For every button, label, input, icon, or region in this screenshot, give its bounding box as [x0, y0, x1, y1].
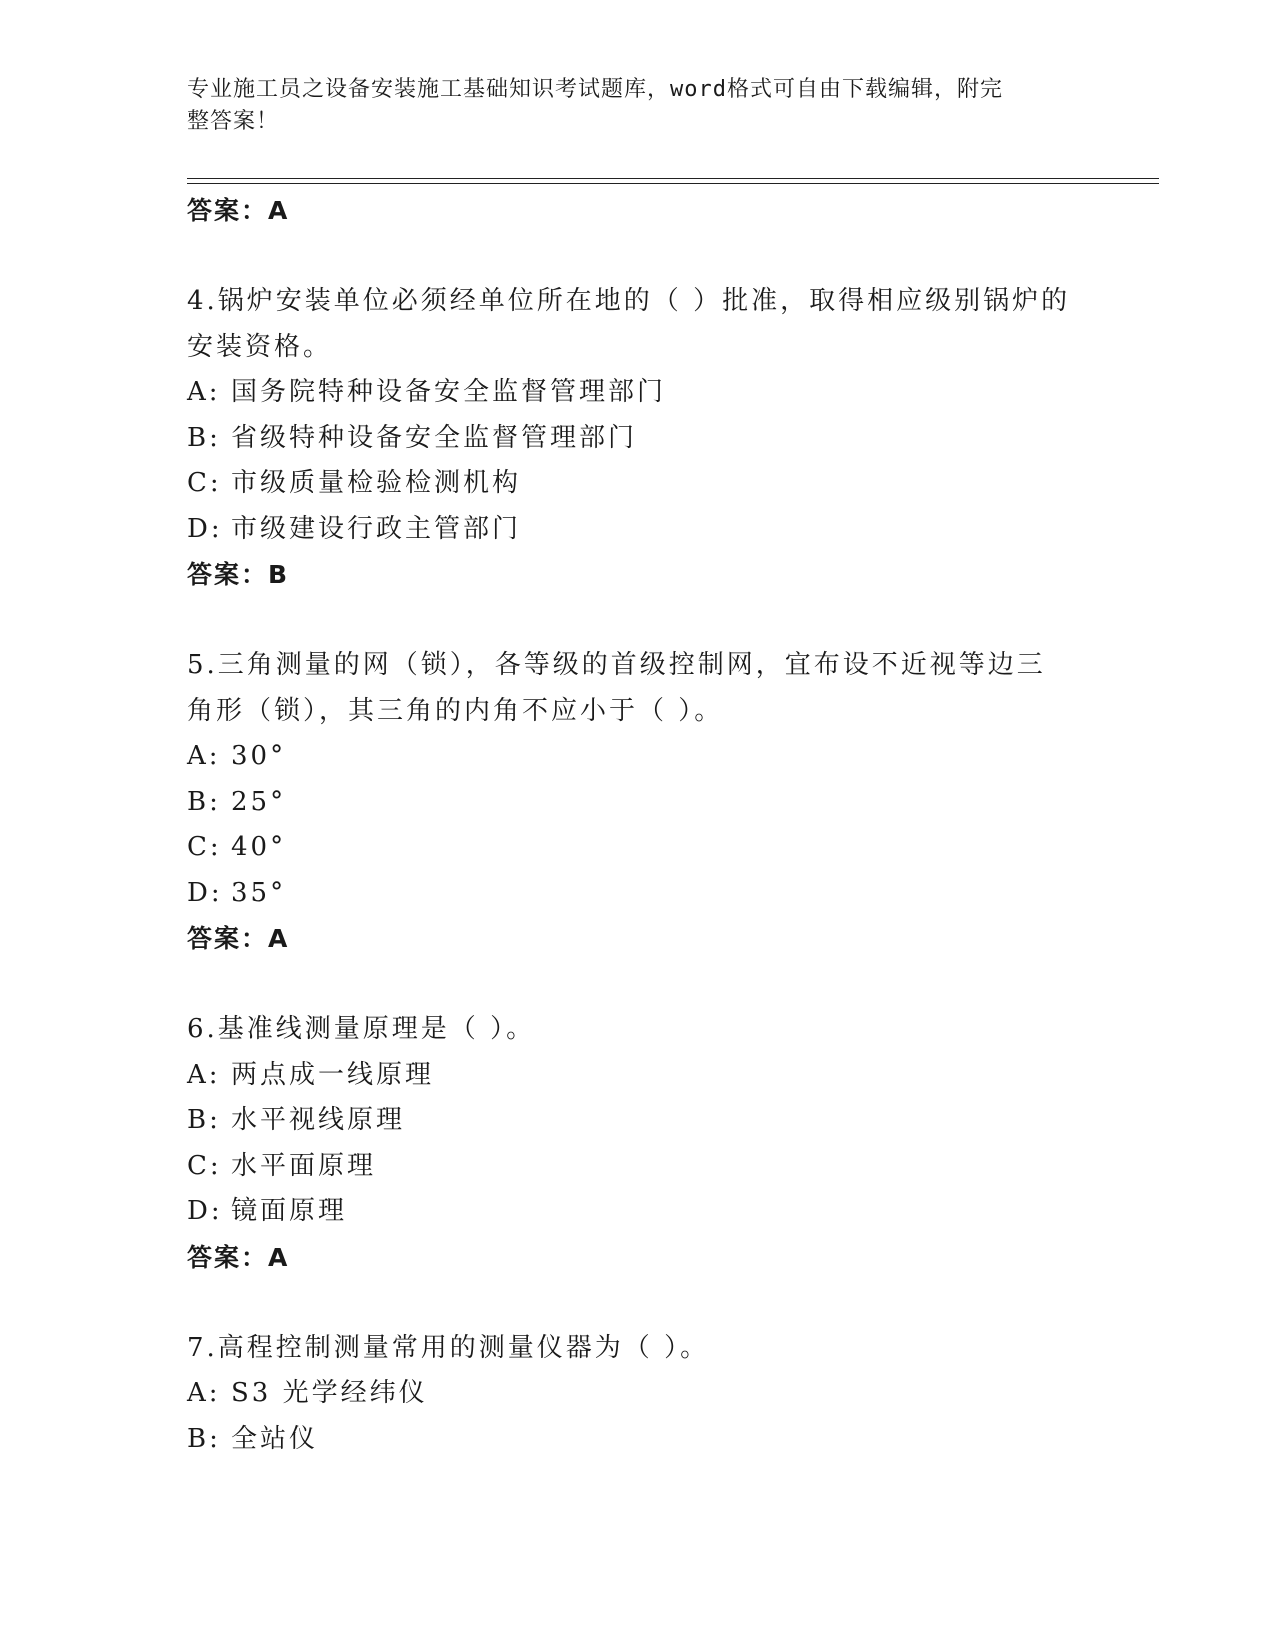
- option-b: [187, 1417, 1087, 1463]
- question-stem: 7.高程控制测量常用的测量仪器为（ ）。: [187, 1332, 710, 1363]
- spacer: [187, 598, 1087, 644]
- option-letter: B:: [187, 1105, 221, 1135]
- option-text: 镜面原理: [231, 1196, 348, 1226]
- option-text: 25°: [231, 786, 287, 817]
- question-6: [187, 1007, 1087, 1280]
- header-divider-top: [187, 178, 1159, 179]
- option-a: [187, 734, 1087, 780]
- option-text: 省级特种设备安全监督管理部门: [231, 422, 638, 453]
- option-text: S3 光学经纬仪: [231, 1378, 428, 1408]
- option-letter: A:: [187, 1378, 221, 1408]
- option-letter: A:: [187, 377, 221, 407]
- question-7: [187, 1326, 1087, 1463]
- spacer: [187, 1280, 1087, 1326]
- question-stem-continued: 角形（锁），其三角的内角不应小于（ ）。: [187, 695, 724, 726]
- option-text: 30°: [231, 741, 287, 771]
- option-letter: C:: [187, 468, 222, 498]
- option-b: [187, 416, 1087, 462]
- option-letter: B:: [187, 1423, 221, 1454]
- option-c: [187, 825, 1087, 871]
- answer: 答案：A: [187, 924, 290, 953]
- document-header: [187, 74, 1067, 138]
- answer: 答案：A: [187, 1242, 290, 1272]
- option-a: [187, 1371, 1087, 1417]
- question-stem: 4.锅炉安装单位必须经单位所在地的（ ）批准，取得相应级别锅炉的: [187, 286, 1071, 316]
- option-text: 市级质量检验检测机构: [231, 468, 522, 498]
- question-4: [187, 279, 1087, 598]
- option-letter: D:: [187, 1196, 223, 1226]
- option-a: [187, 1053, 1087, 1099]
- header-line-1: 专业施工员之设备安装施工基础知识考试题库，word格式可自由下载编辑，附完: [187, 77, 1003, 102]
- option-text: 40°: [231, 832, 287, 862]
- option-letter: D:: [187, 513, 223, 544]
- option-c: [187, 1144, 1087, 1190]
- option-d: [187, 507, 1087, 553]
- option-text: 两点成一线原理: [231, 1059, 435, 1090]
- option-text: 水平面原理: [231, 1150, 377, 1181]
- option-d: [187, 871, 1087, 917]
- option-letter: B:: [187, 422, 221, 453]
- question-5: [187, 643, 1087, 962]
- option-letter: A:: [187, 741, 221, 771]
- option-a: [187, 370, 1087, 416]
- option-letter: C:: [187, 832, 222, 862]
- question-list: [187, 188, 1087, 1462]
- option-letter: A:: [187, 1059, 221, 1090]
- option-letter: C:: [187, 1150, 222, 1181]
- header-divider-bottom: [187, 183, 1159, 184]
- question-stem-continued: 安装资格。: [187, 331, 333, 362]
- option-b: [187, 780, 1087, 826]
- option-text: 市级建设行政主管部门: [231, 513, 522, 544]
- option-text: 全站仪: [231, 1423, 319, 1454]
- option-text: 国务院特种设备安全监督管理部门: [231, 377, 667, 407]
- option-c: [187, 461, 1087, 507]
- option-text: 水平视线原理: [231, 1105, 406, 1135]
- spacer: [187, 234, 1087, 280]
- question-stem: 6.基准线测量原理是（ ）。: [187, 1014, 536, 1044]
- option-d: [187, 1189, 1087, 1235]
- option-letter: D:: [187, 877, 223, 908]
- spacer: [187, 962, 1087, 1008]
- option-letter: B:: [187, 786, 221, 817]
- header-line-2: 整答案！: [187, 109, 280, 134]
- answer: 答案：B: [187, 560, 290, 589]
- option-text: 35°: [231, 877, 287, 908]
- option-b: [187, 1098, 1087, 1144]
- previous-answer: 答案：A: [187, 196, 290, 225]
- question-stem: 5.三角测量的网（锁），各等级的首级控制网，宜布设不近视等边三: [187, 650, 1046, 680]
